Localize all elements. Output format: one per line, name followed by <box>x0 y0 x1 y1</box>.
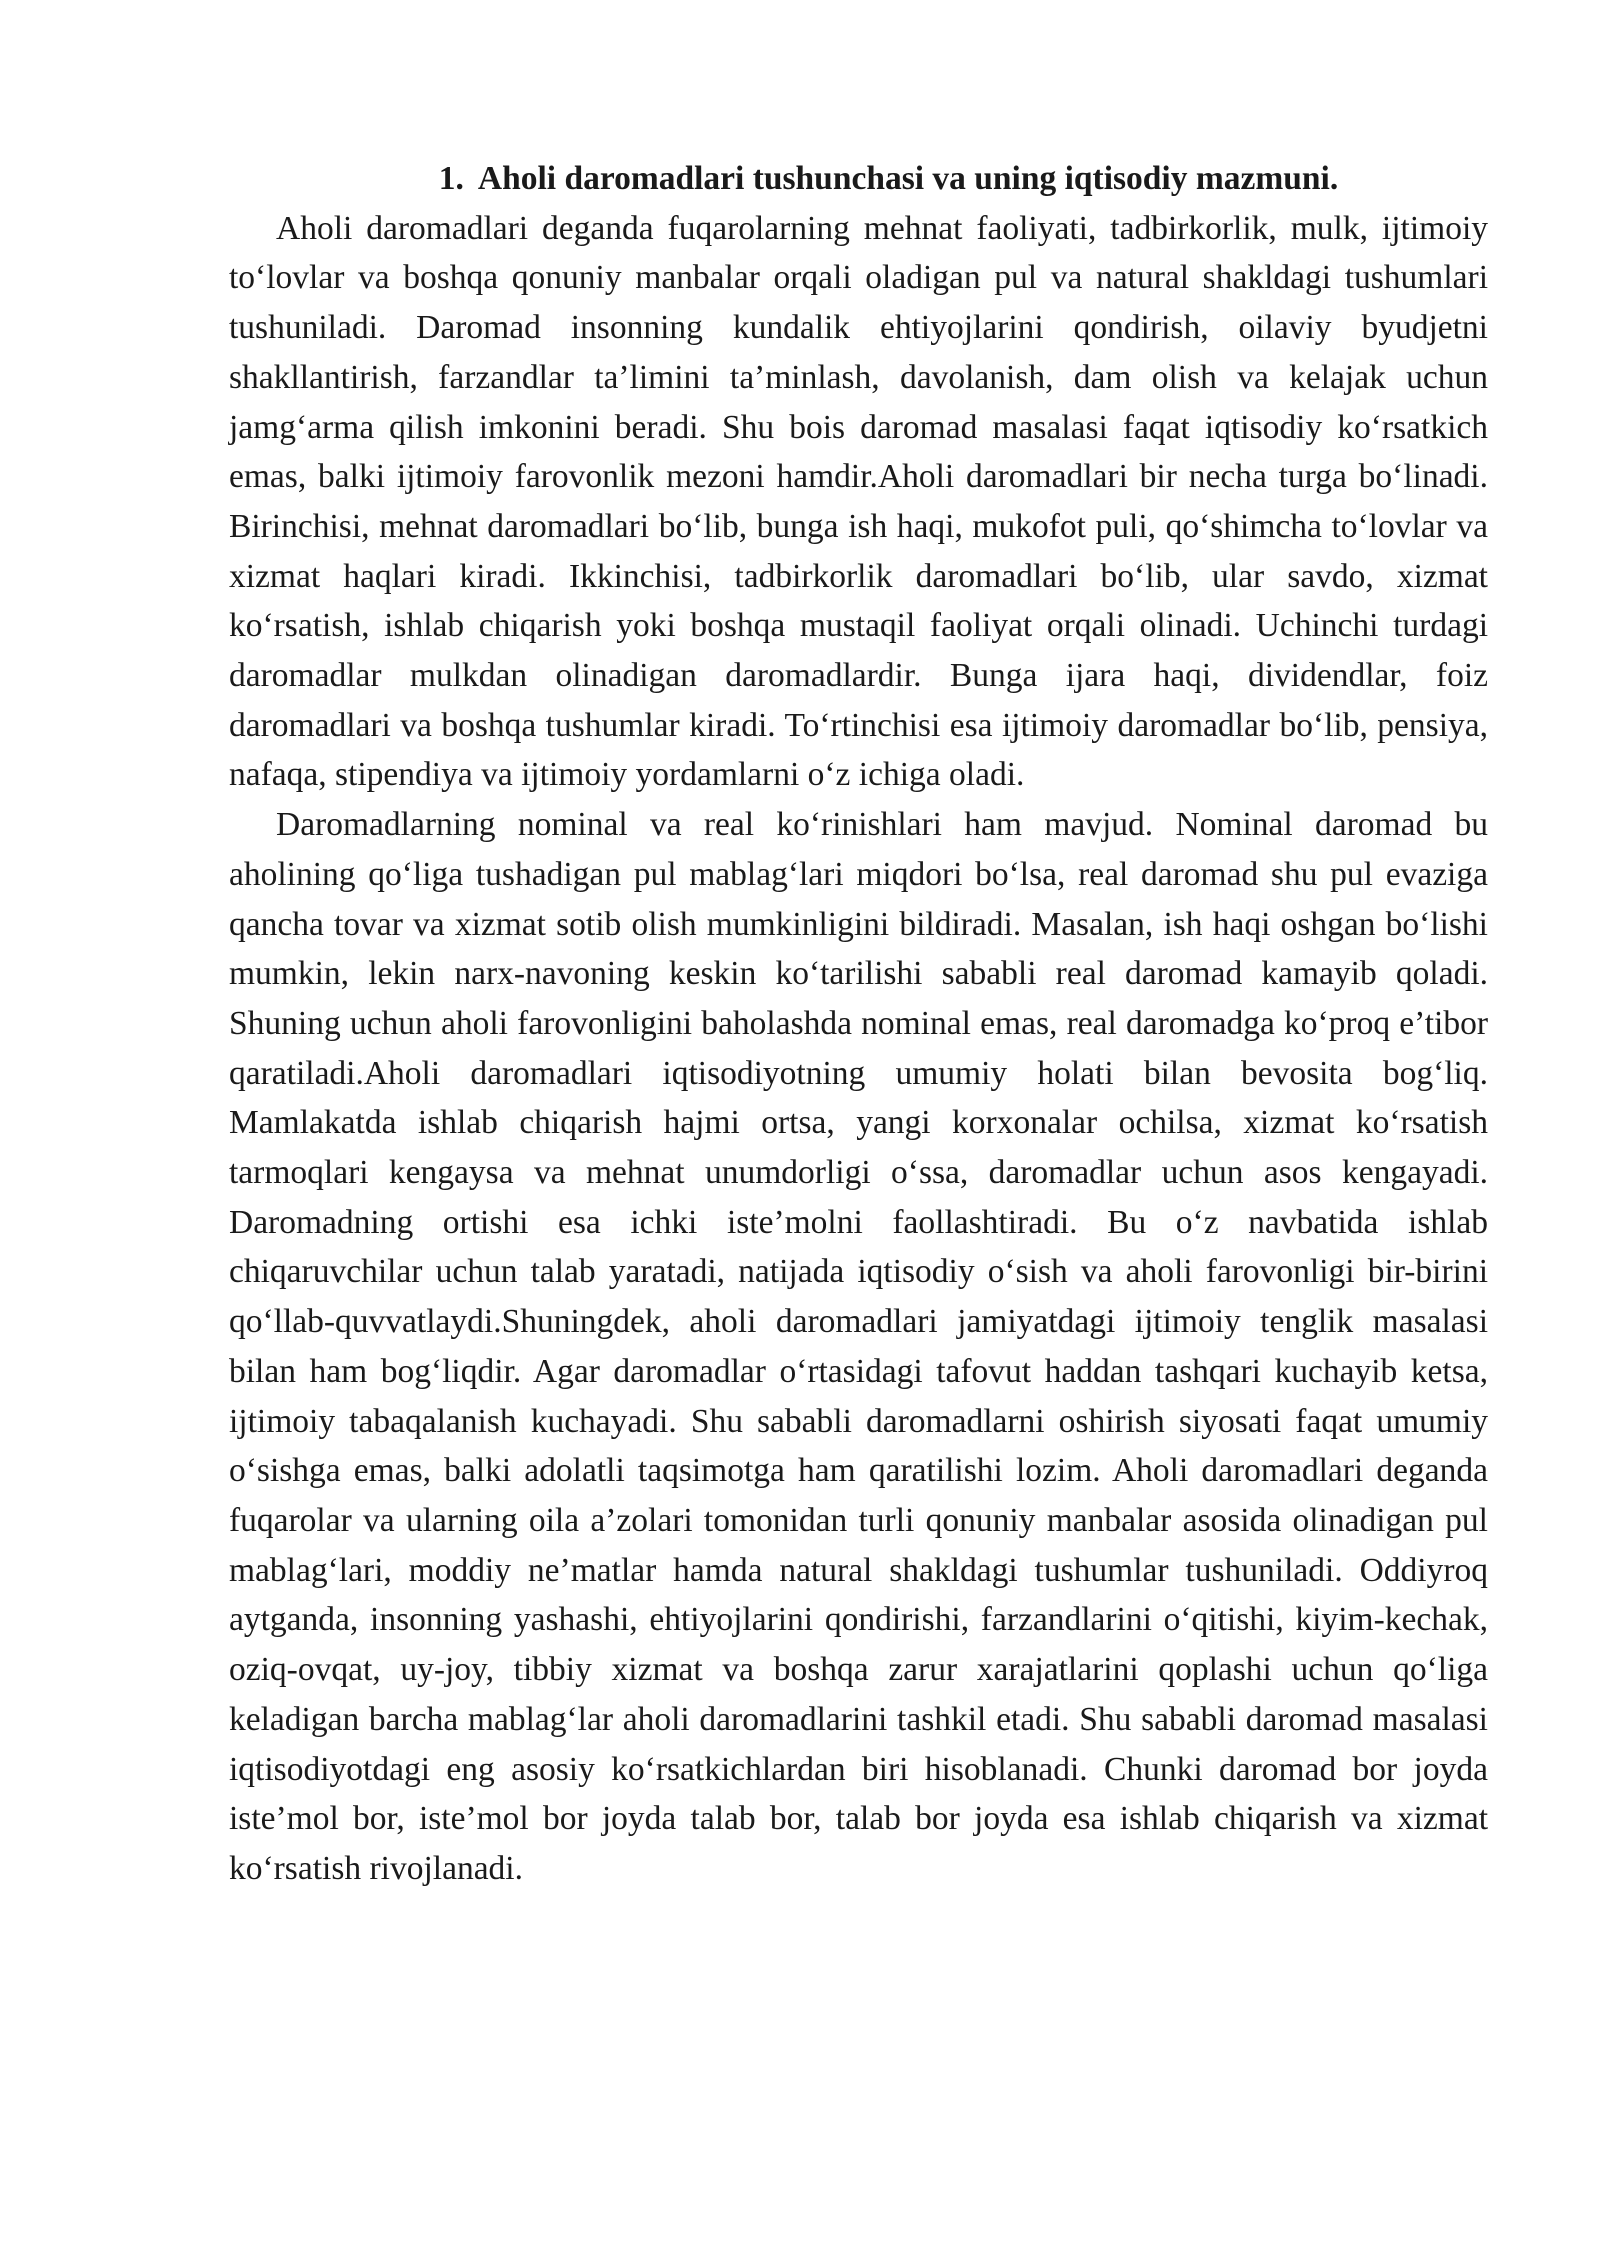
paragraph-income-types: Aholi daromadlari deganda fuqarolarning mehnat faoliyati, tadbirkorlik, mulk, ijtimoiy to‘lovlar va boshqa qonuniy manbalar orqali oladigan pul va natural shakldagi tushumlari tushuniladi. Daromad insonning kundalik ehtiyojlarini qondirish, oilaviy byudjetni shakllantirish, farzandlar ta’limini ta’minlash, davolanish, dam olish va kelajak uchun jamg‘arma qilish imkonini beradi. Shu bois daromad masalasi faqat iqtisodiy ko‘rsatkich emas, balki ijtimoiy farovonlik mezoni hamdir.Aholi daromadlari bir necha turga bo‘linadi. Birinchisi, mehnat daromadlari bo‘lib, bunga ish haqi, mukofot puli, qo‘shimcha to‘lovlar va xizmat haqlari kiradi. Ikkinchisi, tadbirkorlik daromadlari bo‘lib, ular savdo, xizmat ko‘rsatish, ishlab chiqarish yoki boshqa mustaqil faoliyat orqali olinadi. Uchinchi turdagi daromadlar mulkdan olinadigan daromadlardir. Bunga ijara haqi, dividendlar, foiz daromadlari va boshqa tushumlar kiradi. To‘rtinchisi esa ijtimoiy daromadlar bo‘lib, pensiya, nafaqa, stipendiya va ijtimoiy yordamlarni o‘z ichiga oladi. <box>229 209 1488 794</box>
section-title: Aholi daromadlari tushunchasi va uning iqtisodiy mazmuni. <box>477 160 1339 197</box>
paragraph-nominal-real-income: Daromadlarning nominal va real ko‘rinishlari ham mavjud. Nominal daromad bu aholining qo‘liga tushadigan pul mablag‘lari miqdori bo‘lsa, real daromad shu pul evaziga qancha tovar va xizmat sotib olish mumkinligini bildiradi. Masalan, ish haqi oshgan bo‘lishi mumkin, lekin narx-navoning keskin ko‘tarilishi sababli real daromad kamayib qoladi. Shuning uchun aholi farovonligini baholashda nominal emas, real daromadga ko‘proq e’tibor qaratiladi.Aholi daromadlari iqtisodiyotning umumiy holati bilan bevosita bog‘liq. Mamlakatda ishlab chiqarish hajmi ortsa, yangi korxonalar ochilsa, xizmat ko‘rsatish tarmoqlari kengaysa va mehnat unumdorligi o‘ssa, daromadlar uchun asos kengayadi. Daromadning ortishi esa ichki iste’molni faollashtiradi. Bu o‘z navbatida ishlab chiqaruvchilar uchun talab yaratadi, natijada iqtisodiy o‘sish va aholi farovonligi bir-birini qo‘llab-quvvatlaydi.Shuningdek, aholi daromadlari jamiyatdagi ijtimoiy tenglik masalasi bilan ham bog‘liqdir. Agar daromadlar o‘rtasidagi tafovut haddan tashqari kuchayib ketsa, ijtimoiy tabaqalanish kuchayadi. Shu sababli daromadlarni oshirish siyosati faqat umumiy o‘sishga emas, balki adolatli taqsimotga ham qaratilishi lozim. Aholi daromadlari deganda fuqarolar va ularning oila a’zolari tomonidan turli qonuniy manbalar asosida olinadigan pul mablag‘lari, moddiy ne’matlar hamda natural shakldagi tushumlar tushuniladi. Oddiyroq aytganda, insonning yashashi, ehtiyojlarini qondirishi, farzandlarini o‘qitishi, kiyim-kechak, oziq-ovqat, uy-joy, tibbiy xizmat va boshqa zarur xarajatlarini qoplashi uchun qo‘liga keladigan barcha mablag‘lar aholi daromadlarini tashkil etadi. Shu sababli daromad masalasi iqtisodiyotdagi eng asosiy ko‘rsatkichlardan biri hisoblanadi. Chunki daromad bor joyda iste’mol bor, iste’mol bor joyda talab bor, talab bor joyda esa ishlab chiqarish va xizmat ko‘rsatish rivojlanadi. <box>229 806 1488 1887</box>
section-number: 1. <box>438 160 464 197</box>
section-heading <box>229 154 1488 204</box>
document-body <box>229 154 1488 1894</box>
